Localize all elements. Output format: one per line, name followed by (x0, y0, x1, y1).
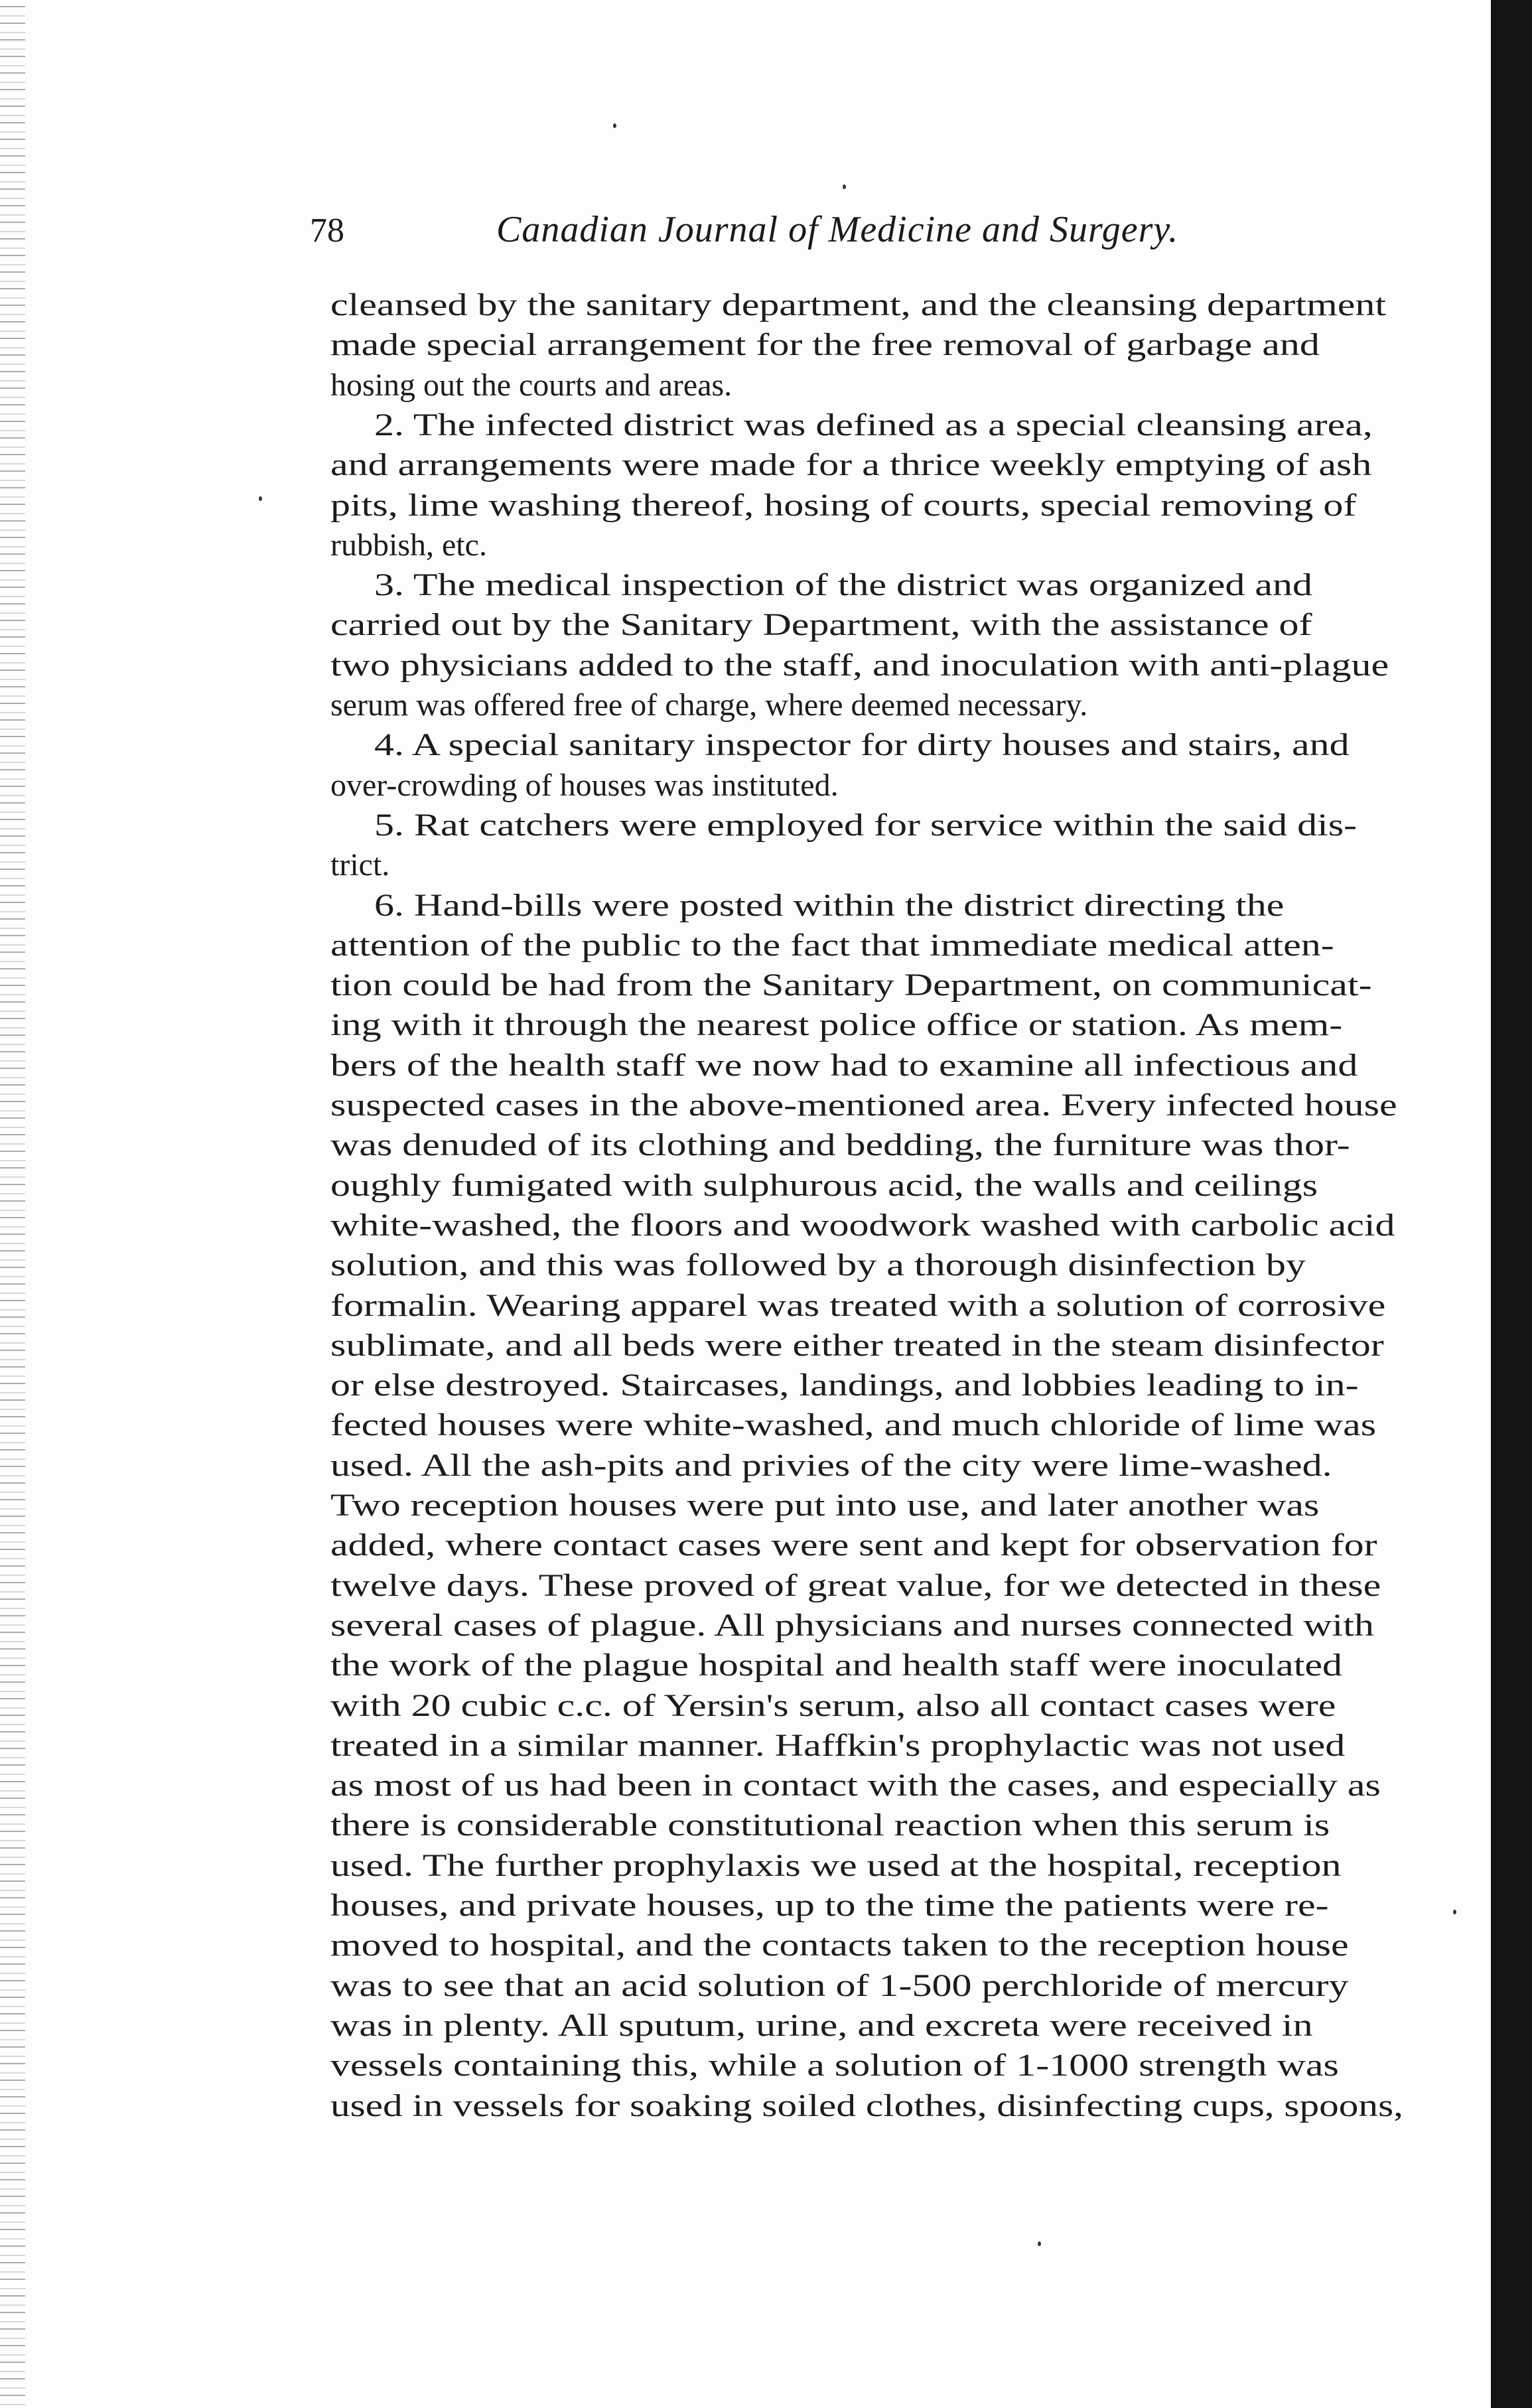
text-line (0, 1366, 1532, 1405)
text-line-content: bers of the health staff we now had to examine all infectious and (330, 1047, 1358, 1083)
text-line (0, 1966, 1532, 2006)
scan-speck (259, 496, 262, 501)
scan-speck (1038, 2241, 1041, 2246)
text-line-content: oughly fumigated with sulphurous acid, the walls and ceilings (330, 1167, 1318, 1203)
text-line (0, 886, 1532, 926)
text-line (0, 1606, 1532, 1646)
text-line-content: used. The further prophylaxis we used at the hospital, reception (330, 1847, 1342, 1883)
text-line-content: added, where contact cases were sent and kept for observation for (330, 1527, 1377, 1563)
text-line (0, 685, 1532, 725)
text-line-content: suspected cases in the above-mentioned area. Every infected house (330, 1088, 1397, 1123)
text-line-content: carried out by the Sanitary Department, with the assistance of (330, 607, 1312, 643)
text-line (0, 325, 1532, 365)
text-line-content: 4. A special sanitary inspector for dirty houses and stairs, and (374, 727, 1350, 763)
text-line-content: white-washed, the floors and woodwork washed with carbolic acid (330, 1207, 1395, 1243)
text-line (0, 2046, 1532, 2086)
text-line-content: there is considerable constitutional reaction when this serum is (330, 1807, 1330, 1843)
text-line (0, 965, 1532, 1005)
text-line (0, 1726, 1532, 1766)
text-line (0, 1166, 1532, 1206)
text-line-content: or else destroyed. Staircases, landings, and lobbies leading to in- (330, 1368, 1359, 1403)
text-line-content: cleansed by the sanitary department, and the cleansing department (330, 287, 1387, 322)
text-line-content: 2. The infected district was defined as a special cleansing area, (374, 407, 1373, 443)
text-line-content: serum was offered free of charge, where deemed necessary. (330, 687, 1088, 723)
text-line (0, 646, 1532, 685)
text-line-content: twelve days. These proved of great value, for we detected in these (330, 1567, 1381, 1603)
text-line (0, 445, 1532, 485)
text-line-content: 5. Rat catchers were employed for service within the said dis- (374, 807, 1358, 843)
text-line-content: formalin. Wearing apparel was treated with a solution of corrosive (330, 1287, 1386, 1323)
text-line-content: used. All the ash-pits and privies of the city were lime-washed. (330, 1447, 1332, 1483)
text-line-content: houses, and private houses, up to the time the patients were re- (330, 1888, 1329, 1923)
text-line (0, 1566, 1532, 1606)
text-line (0, 285, 1532, 325)
text-line-content: rubbish, etc. (330, 527, 487, 563)
text-line-content: fected houses were white-washed, and much chloride of lime was (330, 1407, 1377, 1443)
scan-speck (843, 184, 846, 189)
text-line-content: was in plenty. All sputum, urine, and excreta were received in (330, 2007, 1313, 2043)
scan-speck (613, 123, 616, 128)
text-line (0, 1926, 1532, 1965)
text-line-content: used in vessels for soaking soiled clothes, disinfecting cups, spoons, (330, 2088, 1403, 2123)
text-line (0, 1766, 1532, 1806)
text-line (0, 1846, 1532, 1886)
text-line (0, 1405, 1532, 1445)
text-line (0, 1806, 1532, 1845)
text-line-content: the work of the plague hospital and health staff were inoculated (330, 1648, 1343, 1683)
text-line (0, 366, 1532, 405)
text-line-content: with 20 cubic c.c. of Yersin's serum, also all contact cases were (330, 1687, 1336, 1723)
page-number: 78 (310, 212, 344, 249)
text-line-content: moved to hospital, and the contacts taken to the reception house (330, 1928, 1349, 1963)
scan-speck (1453, 1910, 1456, 1914)
text-line-content: over-crowding of houses was instituted. (330, 767, 839, 803)
text-line (0, 1486, 1532, 1525)
running-title: Canadian Journal of Medicine and Surgery. (496, 209, 1179, 250)
text-line (0, 1125, 1532, 1165)
text-line-content: tion could be had from the Sanitary Department, on communicat- (330, 967, 1372, 1003)
text-line (0, 1086, 1532, 1125)
text-line-content: as most of us had been in contact with the cases, and especially as (330, 1768, 1381, 1804)
text-line (0, 766, 1532, 806)
text-line (0, 725, 1532, 765)
text-line-content: made special arrangement for the free removal of garbage and (330, 327, 1320, 363)
text-line (0, 1525, 1532, 1565)
text-line-content: 3. The medical inspection of the district was organized and (374, 567, 1313, 603)
text-line-content: ing with it through the nearest police office or station. As mem- (330, 1007, 1343, 1043)
text-line-content: 6. Hand-bills were posted within the district directing the (374, 887, 1285, 923)
text-line (0, 1326, 1532, 1366)
text-line (0, 486, 1532, 526)
text-line-content: was to see that an acid solution of 1-500 perchloride of mercury (330, 1967, 1349, 2003)
text-line (0, 605, 1532, 645)
text-line (0, 526, 1532, 565)
text-line (0, 1646, 1532, 1685)
text-line (0, 1686, 1532, 1726)
text-line (0, 2086, 1532, 2126)
text-line-content: and arrangements were made for a thrice weekly emptying of ash (330, 447, 1372, 483)
text-line (0, 926, 1532, 965)
text-line (0, 1005, 1532, 1045)
text-line (0, 806, 1532, 845)
text-line-content: hosing out the courts and areas. (330, 367, 732, 403)
text-line (0, 1206, 1532, 1245)
text-line (0, 845, 1532, 885)
text-line (0, 565, 1532, 605)
text-line (0, 1046, 1532, 1086)
text-line-content: solution, and this was followed by a thorough disinfection by (330, 1247, 1306, 1283)
text-line-content: was denuded of its clothing and bedding, the furniture was thor- (330, 1127, 1350, 1163)
text-line (0, 1446, 1532, 1486)
text-line (0, 2006, 1532, 2046)
text-line (0, 1286, 1532, 1326)
text-line-content: trict. (330, 847, 390, 883)
text-line (0, 405, 1532, 445)
text-line (0, 1245, 1532, 1285)
text-line-content: two physicians added to the staff, and inoculation with anti-plague (330, 647, 1389, 683)
text-line-content: pits, lime washing thereof, hosing of courts, special removing of (330, 487, 1357, 523)
text-line-content: Two reception houses were put into use, and later another was (330, 1488, 1320, 1523)
text-line-content: attention of the public to the fact that immediate medical atten- (330, 927, 1334, 963)
text-line-content: sublimate, and all beds were either treated in the steam disinfector (330, 1327, 1384, 1363)
text-line (0, 1886, 1532, 1926)
text-line-content: several cases of plague. All physicians and nurses connected with (330, 1607, 1374, 1643)
text-line-content: vessels containing this, while a solution of 1-1000 strength was (330, 2048, 1339, 2084)
text-line-content: treated in a similar manner. Haffkin's prophylactic was not used (330, 1727, 1346, 1763)
